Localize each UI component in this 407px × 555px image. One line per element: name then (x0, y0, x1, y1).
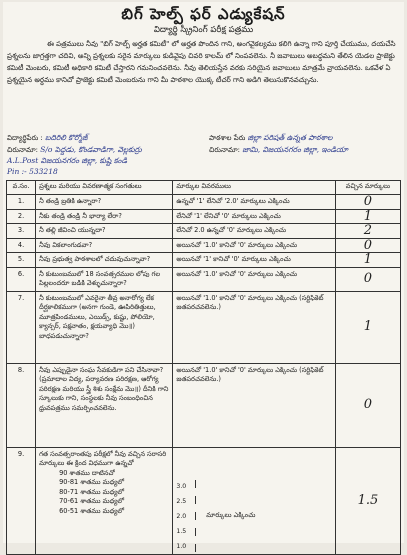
col-marks-obtained: వచ్చిన మార్కులు (335, 181, 400, 195)
instructions-paragraph: ఈ పత్రములు నీవు "బిగ్ హెల్ప్ అర్హత కమిటీ" లో అర్హత పొందిన గాని, అంగవైకల్యము కలిగి ఉన్నా గాని పూర్తి చేయుము, దయచేసి ప్రశ్నలను జాగ్రత్తగా చదివి, అన్ని ప్రశ్నలకు సరైన మార్కులు కుడివైపు చివరి కాలమ్ లో నింపవలెను. నీ జవాబులు అబద్ధమని తేలిన యెడల ప్రాజెక్టు కమిటీ మెంబరు, కమిటీ అధికారి కమిటీ చేస్తారని గమనించవలెను. నీవు తెలియస్తేన వరకు సరియైన జవాబులు మాత్రమే వ్రాయవలెను. ఒకవేళ ఏ ప్రశ్నయైన అర్థము కానిచో ప్రాజెక్టు కమిటీ మెంబరును గాని మీ పాఠశాల యొక్క టీచర్ గాని అడిగి తెలుసుకొనవచ్చును. (7, 40, 396, 84)
scale-tick (190, 512, 196, 520)
row-number: 9. (7, 447, 36, 554)
address-label: చిరునామా: (7, 146, 39, 154)
grade-range: 70-61 శాతము మధ్యలో (59, 497, 125, 505)
screening-table (6, 180, 401, 555)
scale-value: 1.0 (176, 543, 187, 550)
student-name-value: బదిరిలి కొర్మోజ్ (44, 133, 88, 142)
col-question: ప్రశ్నలు మరియు వివరణాత్మక సంగతులు (36, 181, 173, 195)
student-name-label: విద్యార్థిపేరు : (7, 134, 43, 142)
row-question: నీవు ఎప్పుడైనా సంఘ సేవకుడిగా పని చేసినావా? (ప్రమాదాల విద్య, పర్యావరణ పరిరక్షణ, ఆరోగ్య పరిరక్షణ మరియు స్త్రీ శిశు సంక్షేమ మొ॥) దీనికి గాని స్కూలుకు గాని, సంస్థలకు నీవు సంబంధించిన ధ్రువపత్రము సమర్పించవలెను. (36, 363, 173, 447)
table-row (7, 363, 401, 447)
row-marks-details: లేనిచో 2.0 ఉన్నచో '0' మార్కులు ఎక్కించు (173, 224, 335, 239)
school-name-field (209, 133, 332, 144)
row-question: నీ కుటుంబములో ఎవరైనా తీవ్ర అనారోగ్య లేక దీర్ఘకాలికముగా (అనగా గుండె, ఊపిరితిత్తులు, మూత్రపిండములు, ఎయిడ్స్, కుష్టు, పోలియో, క్యాన్సర్, పక్షవాతం, క్షయవ్యాధి మొ॥) బాధపడుచున్నారా? (36, 291, 173, 363)
row-question: నీవు ప్రభుత్వ పాఠశాలలో చదువుచున్నావా? (36, 253, 173, 268)
row-marks-details: అయినచో '1.0' కానిచో '0' మార్కులు ఎక్కించు (173, 267, 335, 291)
table-header (7, 181, 401, 195)
address-line-1: S/o పెద్దడు, కొండవాడిగా, వెల్లకుర్రు (40, 145, 142, 154)
scale-values (176, 480, 186, 552)
scale-value: 1.5 (176, 527, 187, 535)
row-question (36, 447, 173, 554)
form-title: బిగ్ హెల్ప్ ఫర్ ఎడ్యుకేషన్ (121, 5, 286, 23)
row-number: 4. (7, 238, 36, 253)
row-marks-details: ఉన్నచో '1' లేనిచో '2.0' మార్కులు ఎక్కించు (173, 195, 335, 210)
table-row (7, 291, 401, 363)
scale-tick (190, 480, 196, 488)
row-marks-obtained: 1 (335, 291, 400, 363)
scale-tick (190, 496, 196, 504)
school-name-value: జిల్లా పరిషత్ ఉన్నత పాఠశాల (247, 133, 333, 142)
table-row (7, 209, 401, 224)
scale-bracket (190, 480, 196, 552)
scale-tick (190, 544, 196, 552)
scale-value: 2.5 (176, 497, 187, 505)
row-marks-details: అయినచో '1' కానిచో '0' మార్కులు ఎక్కించు (173, 253, 335, 268)
row-marks-details: అయినచో '1.0' కానిచో '0' మార్కులు ఎక్కించు (సర్టిఫికెట్ జతపరచవలెను.) (173, 291, 335, 363)
school-address-value: జామి, విజయనగరం జిల్లా, ఇండియా (242, 145, 348, 154)
grade-ranges (39, 469, 169, 517)
grade-scale (176, 480, 331, 552)
grade-range: 90-81 శాతము మధ్యలో (59, 478, 125, 486)
form-subtitle: విద్యార్థి స్క్రీనింగ్ పరీక్ష పత్రము (153, 25, 254, 35)
col-number: వ.సం. (7, 181, 36, 195)
pin-code: Pin :- 533218 (7, 167, 58, 176)
school-name-label: పాఠశాల పేరు (209, 134, 246, 142)
grade-question-text: గత సంవత్సరాంతపు పరీక్షలో నీవు వచ్చిన సరాసరి మార్కులు ఈ క్రింద విధముగా ఉన్నచో (39, 449, 167, 467)
scale-value: 3.0 (176, 482, 187, 490)
row-number: 5. (7, 253, 36, 268)
row-question: నీ తల్లి జీవించి యున్నదా? (36, 224, 173, 239)
table-row (7, 224, 401, 239)
row-marks-details: లేనిచో '1' లేనిచో '0' మార్కులు ఎక్కించు (173, 209, 335, 224)
scale-tick (190, 528, 196, 536)
row-marks-obtained: 0 (335, 267, 400, 291)
grade-range: 60-51 శాతము మధ్యలో (59, 506, 125, 515)
row-marks-obtained: 0 (335, 195, 400, 210)
student-address-field (7, 145, 142, 156)
row-question: నీకు తండ్రి తండ్రి నీ భార్యా లేరా? (36, 209, 173, 224)
row-marks-obtained: 2 (335, 224, 400, 239)
row-marks-obtained: 0 (335, 363, 400, 447)
row-number: 3. (7, 224, 36, 239)
row-marks-details: అయినచో '1.0' కానిచో '0' మార్కులు ఎక్కించు (173, 238, 335, 253)
school-address-label: చిరునామా: (209, 146, 241, 154)
row-number: 2. (7, 209, 36, 224)
row-number: 1. (7, 195, 36, 210)
address-line-2: A.L.Post విజయనగరం జిల్లా, కుష్టి కండి (7, 156, 128, 165)
row-marks-obtained: 0 (335, 238, 400, 253)
grade-range: 90 శాతము దాటినచో (59, 468, 115, 477)
row-number: 7. (7, 291, 36, 363)
table-row (7, 447, 401, 554)
student-name-field (7, 133, 87, 144)
table-row (7, 238, 401, 253)
scale-value: 2.0 (176, 512, 187, 520)
col-marks-details: మార్కుల వివరములు (173, 181, 335, 195)
row-question: నీ కుటుంబములో 18 సంవత్సరముల లోపు గల పిల్లలందరూ బడికి వెళ్ళుచున్నారా? (36, 267, 173, 291)
row-number: 8. (7, 363, 36, 447)
row-marks-obtained: 1 (335, 253, 400, 268)
row-question: నీ తండ్రి బ్రతికి ఉన్నారా? (36, 195, 173, 210)
school-address-field (209, 145, 348, 156)
table-row (7, 253, 401, 268)
row-marks-obtained: 1.5 (335, 447, 400, 554)
scale-note: మార్కులు ఎక్కించు (206, 510, 256, 519)
table-row (7, 267, 401, 291)
table-row (7, 195, 401, 210)
row-marks-obtained: 1 (335, 209, 400, 224)
row-number: 6. (7, 267, 36, 291)
screening-form (3, 2, 404, 550)
grade-range: 80-71 శాతము మధ్యలో (59, 487, 125, 496)
row-marks-details (173, 447, 335, 554)
row-marks-details: అయినచో '1.0' కానిచో '0' మార్కులు ఎక్కించు (సర్టిఫికెట్ జతపరచవలెను.) (173, 363, 335, 447)
row-question: నీవు వికలాంగుడవా? (36, 238, 173, 253)
